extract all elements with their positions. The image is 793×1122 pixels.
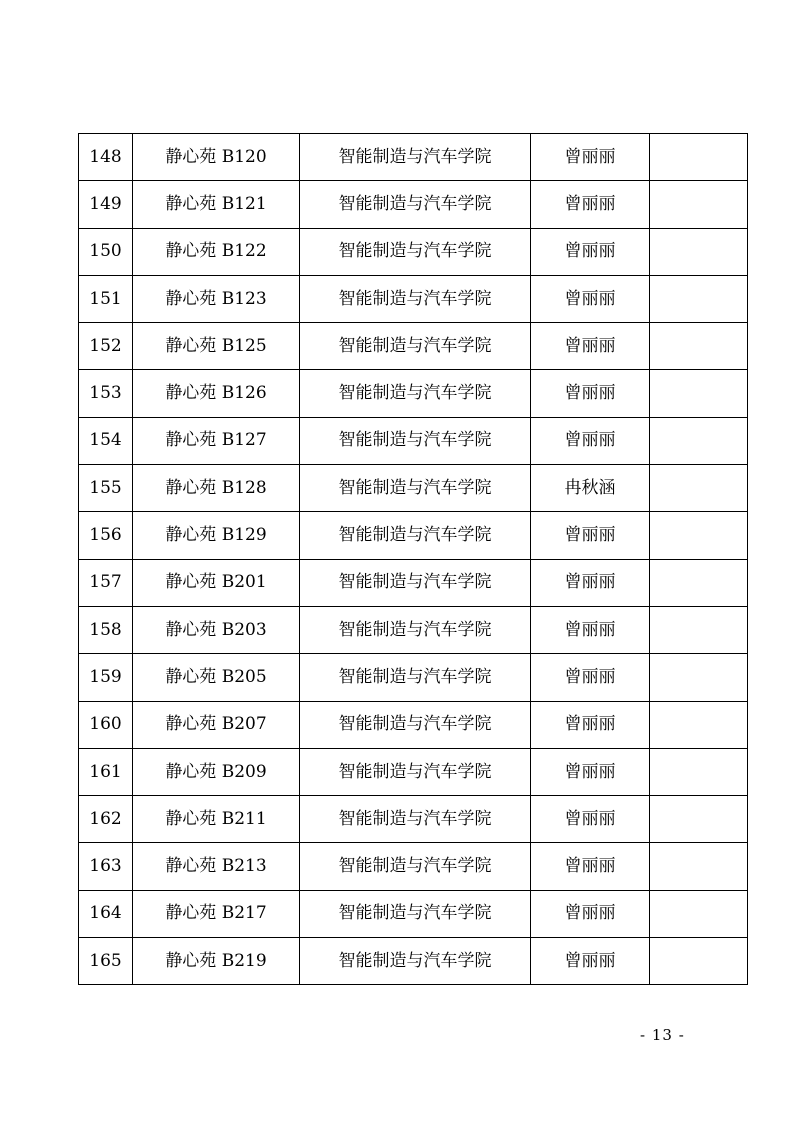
room-cell: 静心苑 B207 — [133, 701, 300, 748]
contact-person-cell: 曾丽丽 — [531, 181, 650, 228]
row-number-cell: 153 — [79, 370, 133, 417]
table-row — [79, 559, 748, 606]
row-number-cell: 162 — [79, 796, 133, 843]
contact-person-cell: 曾丽丽 — [531, 654, 650, 701]
college-cell: 智能制造与汽车学院 — [300, 654, 531, 701]
row-number-cell: 157 — [79, 559, 133, 606]
college-cell: 智能制造与汽车学院 — [300, 181, 531, 228]
contact-person-cell: 曾丽丽 — [531, 701, 650, 748]
row-number-cell: 154 — [79, 417, 133, 464]
room-cell: 静心苑 B127 — [133, 417, 300, 464]
college-cell: 智能制造与汽车学院 — [300, 559, 531, 606]
college-cell: 智能制造与汽车学院 — [300, 417, 531, 464]
room-cell: 静心苑 B126 — [133, 370, 300, 417]
note-cell — [650, 512, 748, 559]
college-cell: 智能制造与汽车学院 — [300, 370, 531, 417]
note-cell — [650, 323, 748, 370]
row-number-cell: 150 — [79, 228, 133, 275]
table-row — [79, 843, 748, 890]
college-cell: 智能制造与汽车学院 — [300, 796, 531, 843]
table-row — [79, 465, 748, 512]
college-cell: 智能制造与汽车学院 — [300, 465, 531, 512]
college-cell: 智能制造与汽车学院 — [300, 938, 531, 985]
note-cell — [650, 417, 748, 464]
contact-person-cell: 曾丽丽 — [531, 370, 650, 417]
row-number-cell: 152 — [79, 323, 133, 370]
row-number-cell: 158 — [79, 606, 133, 653]
contact-person-cell: 曾丽丽 — [531, 938, 650, 985]
table-row — [79, 228, 748, 275]
row-number-cell: 159 — [79, 654, 133, 701]
room-cell: 静心苑 B121 — [133, 181, 300, 228]
college-cell: 智能制造与汽车学院 — [300, 890, 531, 937]
contact-person-cell: 曾丽丽 — [531, 606, 650, 653]
note-cell — [650, 465, 748, 512]
room-cell: 静心苑 B128 — [133, 465, 300, 512]
college-cell: 智能制造与汽车学院 — [300, 843, 531, 890]
note-cell — [650, 228, 748, 275]
note-cell — [650, 748, 748, 795]
note-cell — [650, 938, 748, 985]
room-cell: 静心苑 B125 — [133, 323, 300, 370]
table-row — [79, 323, 748, 370]
table-row — [79, 748, 748, 795]
row-number-cell: 155 — [79, 465, 133, 512]
room-cell: 静心苑 B219 — [133, 938, 300, 985]
note-cell — [650, 370, 748, 417]
contact-person-cell: 曾丽丽 — [531, 275, 650, 322]
table-row — [79, 654, 748, 701]
row-number-cell: 163 — [79, 843, 133, 890]
room-cell: 静心苑 B201 — [133, 559, 300, 606]
contact-person-cell: 曾丽丽 — [531, 134, 650, 181]
college-cell: 智能制造与汽车学院 — [300, 134, 531, 181]
college-cell: 智能制造与汽车学院 — [300, 701, 531, 748]
contact-person-cell: 曾丽丽 — [531, 796, 650, 843]
note-cell — [650, 843, 748, 890]
college-cell: 智能制造与汽车学院 — [300, 748, 531, 795]
row-number-cell: 149 — [79, 181, 133, 228]
note-cell — [650, 181, 748, 228]
contact-person-cell: 曾丽丽 — [531, 417, 650, 464]
room-cell: 静心苑 B129 — [133, 512, 300, 559]
note-cell — [650, 559, 748, 606]
note-cell — [650, 654, 748, 701]
table-row — [79, 512, 748, 559]
table-row — [79, 606, 748, 653]
table-row — [79, 370, 748, 417]
room-cell: 静心苑 B203 — [133, 606, 300, 653]
dormitory-table — [78, 133, 748, 985]
row-number-cell: 160 — [79, 701, 133, 748]
room-cell: 静心苑 B209 — [133, 748, 300, 795]
contact-person-cell: 曾丽丽 — [531, 228, 650, 275]
college-cell: 智能制造与汽车学院 — [300, 228, 531, 275]
contact-person-cell: 曾丽丽 — [531, 843, 650, 890]
note-cell — [650, 134, 748, 181]
row-number-cell: 161 — [79, 748, 133, 795]
table-row — [79, 796, 748, 843]
contact-person-cell: 曾丽丽 — [531, 323, 650, 370]
contact-person-cell: 曾丽丽 — [531, 748, 650, 795]
row-number-cell: 156 — [79, 512, 133, 559]
note-cell — [650, 701, 748, 748]
row-number-cell: 165 — [79, 938, 133, 985]
note-cell — [650, 796, 748, 843]
table-row — [79, 701, 748, 748]
row-number-cell: 148 — [79, 134, 133, 181]
table-row — [79, 417, 748, 464]
table-row — [79, 890, 748, 937]
table-row — [79, 275, 748, 322]
room-cell: 静心苑 B211 — [133, 796, 300, 843]
college-cell: 智能制造与汽车学院 — [300, 275, 531, 322]
contact-person-cell: 曾丽丽 — [531, 890, 650, 937]
room-cell: 静心苑 B123 — [133, 275, 300, 322]
college-cell: 智能制造与汽车学院 — [300, 606, 531, 653]
college-cell: 智能制造与汽车学院 — [300, 512, 531, 559]
row-number-cell: 164 — [79, 890, 133, 937]
room-cell: 静心苑 B217 — [133, 890, 300, 937]
table-row — [79, 938, 748, 985]
room-cell: 静心苑 B205 — [133, 654, 300, 701]
table-row — [79, 181, 748, 228]
room-cell: 静心苑 B122 — [133, 228, 300, 275]
page-number: - 13 - — [640, 1026, 685, 1044]
college-cell: 智能制造与汽车学院 — [300, 323, 531, 370]
table-row — [79, 134, 748, 181]
contact-person-cell: 曾丽丽 — [531, 559, 650, 606]
note-cell — [650, 606, 748, 653]
room-cell: 静心苑 B213 — [133, 843, 300, 890]
contact-person-cell: 曾丽丽 — [531, 512, 650, 559]
note-cell — [650, 890, 748, 937]
row-number-cell: 151 — [79, 275, 133, 322]
room-cell: 静心苑 B120 — [133, 134, 300, 181]
contact-person-cell: 冉秋涵 — [531, 465, 650, 512]
table-body — [79, 134, 748, 985]
note-cell — [650, 275, 748, 322]
